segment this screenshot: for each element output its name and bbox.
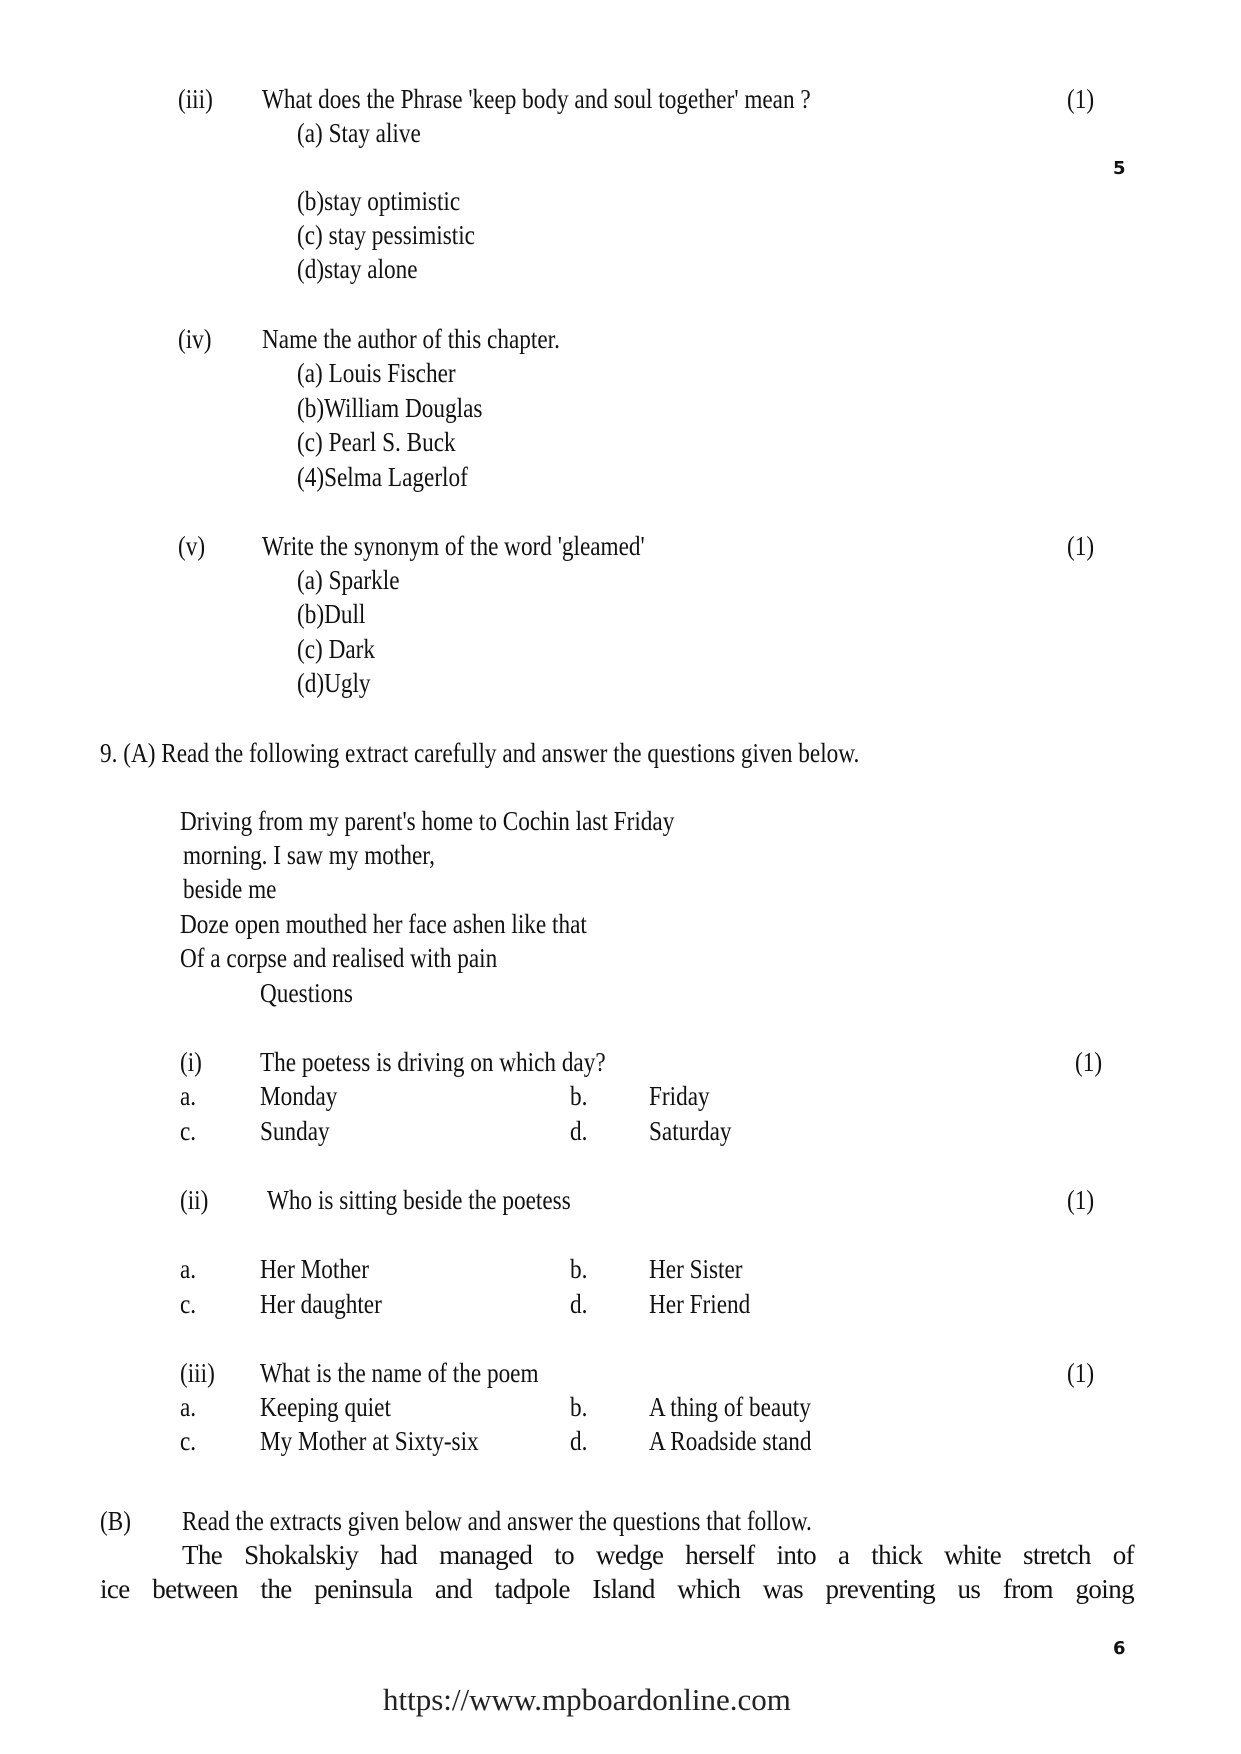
footer-url-link[interactable]: https://www.mpboardonline.com — [383, 1682, 791, 1717]
option-a: (a) Sparkle — [297, 565, 400, 595]
option-letter: a. — [180, 1081, 197, 1111]
option-text: Saturday — [649, 1116, 732, 1146]
option-letter: d. — [570, 1289, 588, 1319]
question-text: What does the Phrase 'keep body and soul together' mean ? — [262, 84, 811, 114]
side-page-number: 5 — [1113, 158, 1126, 179]
option-letter: b. — [570, 1392, 588, 1422]
question-text: Name the author of this chapter. — [262, 324, 560, 354]
option-c: (c) Dark — [297, 634, 376, 664]
option-text: My Mother at Sixty-six — [260, 1426, 479, 1456]
section-label: (B) — [100, 1506, 131, 1536]
option-text: Her Mother — [260, 1254, 369, 1284]
question-number: (iii) — [180, 1358, 215, 1388]
option-letter: c. — [180, 1289, 197, 1319]
option-text: A Roadside stand — [649, 1426, 812, 1456]
option-c: (c) Pearl S. Buck — [297, 427, 456, 457]
question-number: (iii) — [178, 84, 213, 114]
extract-line: morning. I saw my mother, — [183, 840, 435, 870]
option-b: (b)William Douglas — [297, 393, 483, 423]
option-d: (4)Selma Lagerlof — [297, 462, 468, 492]
option-letter: c. — [180, 1116, 197, 1146]
option-text: Monday — [260, 1081, 338, 1111]
option-letter: d. — [570, 1116, 588, 1146]
option-d: (d)stay alone — [297, 254, 418, 284]
option-letter: d. — [570, 1426, 588, 1456]
question-number: (v) — [178, 531, 206, 561]
option-letter: b. — [570, 1254, 588, 1284]
option-letter: a. — [180, 1392, 197, 1422]
question-text: The poetess is driving on which day? — [260, 1047, 606, 1077]
question-number: (i) — [180, 1047, 202, 1077]
option-a: (a) Stay alive — [297, 118, 421, 148]
question-number: (iv) — [178, 324, 212, 354]
option-b: (b)Dull — [297, 599, 366, 629]
option-text: Sunday — [260, 1116, 330, 1146]
option-letter: b. — [570, 1081, 588, 1111]
marks-label: (1) — [1067, 1185, 1095, 1215]
page-number: 6 — [1113, 1638, 1126, 1659]
option-text: Her Sister — [649, 1254, 743, 1284]
passage-line: ice between the peninsula and tadpole Island which was preventing us from going — [100, 1574, 1134, 1604]
extract-line: Of a corpse and realised with pain — [180, 943, 498, 973]
option-text: Her Friend — [649, 1289, 751, 1319]
option-text: Keeping quiet — [260, 1392, 391, 1422]
option-c: (c) stay pessimistic — [297, 220, 475, 250]
question-text: What is the name of the poem — [260, 1358, 539, 1388]
question-text: Who is sitting beside the poetess — [267, 1185, 571, 1215]
extract-line: Doze open mouthed her face ashen like that — [180, 909, 587, 939]
option-letter: c. — [180, 1426, 197, 1456]
option-letter: a. — [180, 1254, 197, 1284]
marks-label: (1) — [1067, 84, 1095, 114]
section-instruction: Read the extracts given below and answer the questions that follow. — [182, 1506, 812, 1536]
option-b: (b)stay optimistic — [297, 186, 461, 216]
option-text: Friday — [649, 1081, 710, 1111]
question-text: Write the synonym of the word 'gleamed' — [262, 531, 645, 561]
option-a: (a) Louis Fischer — [297, 358, 456, 388]
option-text: Her daughter — [260, 1289, 382, 1319]
questions-label: Questions — [260, 978, 353, 1008]
section-heading: 9. (A) Read the following extract carefully and answer the questions given below. — [100, 738, 860, 768]
passage-line: The Shokalskiy had managed to wedge herself into a thick white stretch of — [182, 1540, 1134, 1570]
option-text: A thing of beauty — [649, 1392, 811, 1422]
extract-line: Driving from my parent's home to Cochin last Friday — [180, 806, 675, 836]
marks-label: (1) — [1067, 531, 1095, 561]
question-number: (ii) — [180, 1185, 209, 1215]
extract-line: beside me — [183, 874, 277, 904]
option-d: (d)Ugly — [297, 668, 371, 698]
marks-label: (1) — [1075, 1047, 1103, 1077]
marks-label: (1) — [1067, 1358, 1095, 1388]
